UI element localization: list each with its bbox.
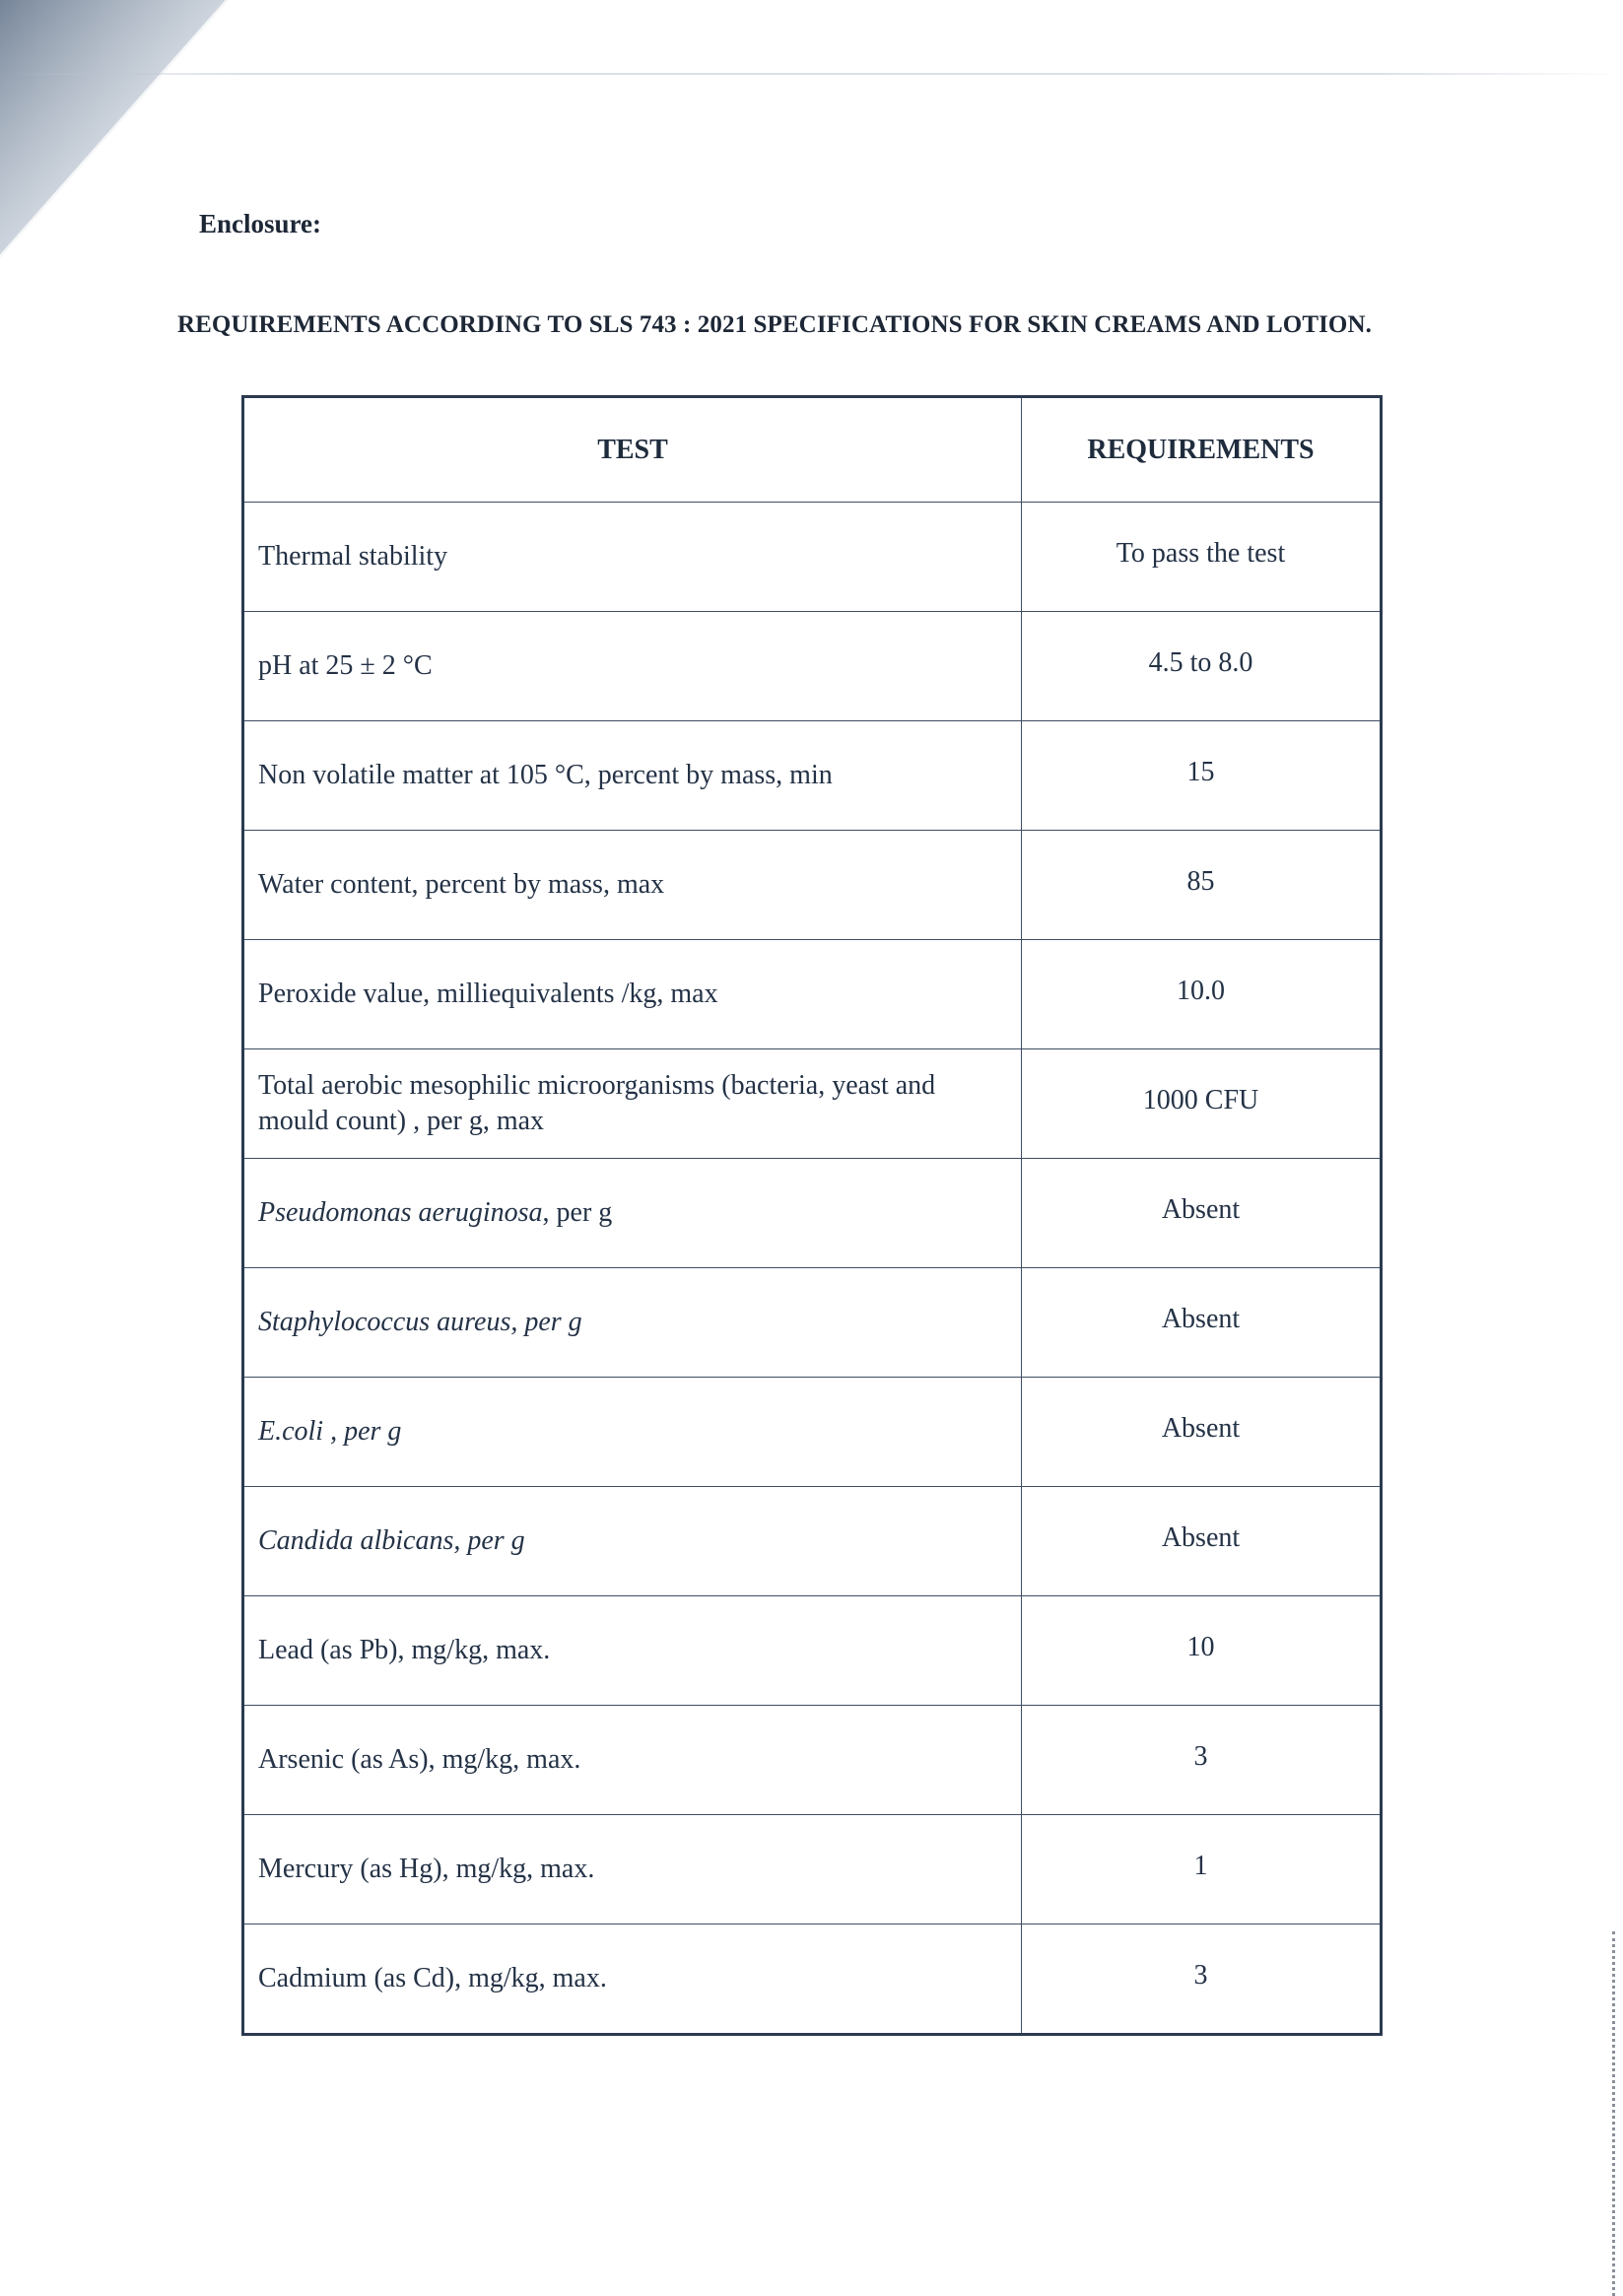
test-cell: Candida albicans, per g <box>243 1487 1022 1596</box>
requirement-cell: Absent <box>1022 1159 1382 1268</box>
table-row <box>243 1159 1382 1268</box>
table-row <box>243 940 1382 1049</box>
table-row <box>243 503 1382 612</box>
test-cell: Arsenic (as As), mg/kg, max. <box>243 1706 1022 1815</box>
requirement-cell: 1000 CFU <box>1022 1049 1382 1159</box>
test-cell: E.coli , per g <box>243 1378 1022 1487</box>
requirement-cell: To pass the test <box>1022 503 1382 612</box>
table-header-row <box>243 397 1382 503</box>
test-cell: Cadmium (as Cd), mg/kg, max. <box>243 1925 1022 2035</box>
table-row <box>243 1378 1382 1487</box>
table-row <box>243 1706 1382 1815</box>
table-row <box>243 612 1382 721</box>
test-cell <box>243 1159 1022 1268</box>
requirement-cell: 15 <box>1022 721 1382 831</box>
test-cell: Staphylococcus aureus, per g <box>243 1268 1022 1378</box>
test-unit: , per g <box>542 1197 613 1228</box>
header-requirements: REQUIREMENTS <box>1022 397 1382 503</box>
test-cell: Water content, percent by mass, max <box>243 831 1022 940</box>
table-row <box>243 721 1382 831</box>
table-row <box>243 1596 1382 1706</box>
document-title: REQUIREMENTS ACCORDING TO SLS 743 : 2021 SPECIFICATIONS FOR SKIN CREAMS AND LOTION. <box>177 311 1372 338</box>
requirement-cell: 1 <box>1022 1815 1382 1925</box>
table-row <box>243 1049 1382 1159</box>
scan-edge-marks <box>1612 1931 1623 2296</box>
requirements-table <box>241 395 1383 2036</box>
requirement-cell: 10 <box>1022 1596 1382 1706</box>
table-row <box>243 1268 1382 1378</box>
requirement-cell: 4.5 to 8.0 <box>1022 612 1382 721</box>
test-cell: Lead (as Pb), mg/kg, max. <box>243 1596 1022 1706</box>
test-cell: Peroxide value, milliequivalents /kg, max <box>243 940 1022 1049</box>
test-cell: Mercury (as Hg), mg/kg, max. <box>243 1815 1022 1925</box>
table-row <box>243 1487 1382 1596</box>
requirement-cell: Absent <box>1022 1487 1382 1596</box>
scan-edge-line <box>0 73 1623 75</box>
requirement-cell: 3 <box>1022 1925 1382 2035</box>
organism-name: Pseudomonas aeruginosa <box>258 1197 543 1228</box>
requirement-cell: 85 <box>1022 831 1382 940</box>
test-cell: Total aerobic mesophilic microorganisms (bacteria, yeast and mould count) , per g, max <box>243 1049 1022 1159</box>
header-test: TEST <box>243 397 1022 503</box>
requirement-cell: Absent <box>1022 1268 1382 1378</box>
test-cell: pH at 25 ± 2 °C <box>243 612 1022 721</box>
test-cell: Thermal stability <box>243 503 1022 612</box>
test-cell: Non volatile matter at 105 °C, percent by mass, min <box>243 721 1022 831</box>
enclosure-label: Enclosure: <box>199 209 322 238</box>
table-row <box>243 1925 1382 2035</box>
requirement-cell: 10.0 <box>1022 940 1382 1049</box>
requirement-cell: Absent <box>1022 1378 1382 1487</box>
table-row <box>243 831 1382 940</box>
requirement-cell: 3 <box>1022 1706 1382 1815</box>
table-row <box>243 1815 1382 1925</box>
